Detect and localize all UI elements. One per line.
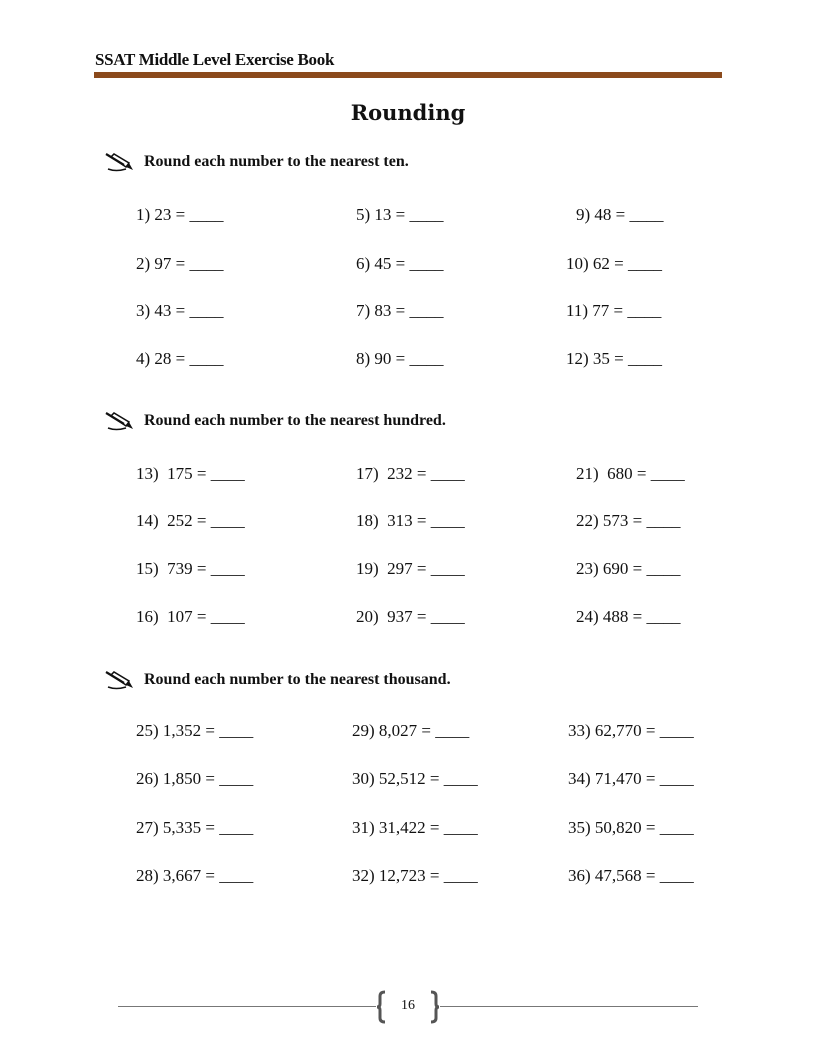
problem-23: 23) 690 = ____ — [576, 559, 681, 578]
pencil-icon — [104, 151, 136, 173]
problem-32: 32) 12,723 = ____ — [352, 866, 478, 885]
problem-27: 27) 5,335 = ____ — [136, 818, 254, 837]
problem-19: 19) 297 = ____ — [356, 559, 465, 578]
problem-15: 15) 739 = ____ — [136, 559, 245, 578]
problem-28: 28) 3,667 = ____ — [136, 866, 254, 885]
problem-9: 9) 48 = ____ — [576, 205, 664, 224]
problem-26: 26) 1,850 = ____ — [136, 769, 254, 788]
problem-25: 25) 1,352 = ____ — [136, 721, 254, 740]
header-title: SSAT Middle Level Exercise Book — [95, 50, 335, 69]
problem-35: 35) 50,820 = ____ — [568, 818, 694, 837]
problem-6: 6) 45 = ____ — [356, 254, 444, 273]
problem-36: 36) 47,568 = ____ — [568, 866, 694, 885]
problem-7: 7) 83 = ____ — [356, 301, 444, 320]
header-rule — [94, 72, 722, 78]
problem-4: 4) 28 = ____ — [136, 349, 224, 368]
page-number: 16 — [401, 998, 415, 1013]
problem-5: 5) 13 = ____ — [356, 205, 444, 224]
problem-12: 12) 35 = ____ — [566, 349, 662, 368]
problem-11: 11) 77 = ____ — [566, 301, 662, 320]
page-title: Rounding — [350, 100, 466, 125]
problem-30: 30) 52,512 = ____ — [352, 769, 478, 788]
problem-10: 10) 62 = ____ — [566, 254, 662, 273]
pencil-icon — [104, 410, 136, 432]
problem-1: 1) 23 = ____ — [136, 205, 224, 224]
footer-rule-right — [440, 1006, 698, 1007]
problem-3: 3) 43 = ____ — [136, 301, 224, 320]
problem-33: 33) 62,770 = ____ — [568, 721, 694, 740]
problem-17: 17) 232 = ____ — [356, 464, 465, 483]
problem-34: 34) 71,470 = ____ — [568, 769, 694, 788]
instruction-nearest-ten — [104, 150, 409, 174]
instruction-nearest-thousand — [104, 668, 451, 692]
footer-rule-left — [118, 1006, 376, 1007]
problem-2: 2) 97 = ____ — [136, 254, 224, 273]
pencil-icon — [104, 669, 136, 691]
instruction-text: Round each number to the nearest hundred. — [144, 412, 446, 429]
problem-20: 20) 937 = ____ — [356, 607, 465, 626]
problem-22: 22) 573 = ____ — [576, 511, 681, 530]
problem-13: 13) 175 = ____ — [136, 464, 245, 483]
problem-24: 24) 488 = ____ — [576, 607, 681, 626]
instruction-nearest-hundred — [104, 409, 446, 433]
instruction-text: Round each number to the nearest thousand. — [144, 671, 451, 688]
problem-18: 18) 313 = ____ — [356, 511, 465, 530]
instruction-text: Round each number to the nearest ten. — [144, 153, 409, 170]
problem-8: 8) 90 = ____ — [356, 349, 444, 368]
problem-21: 21) 680 = ____ — [576, 464, 685, 483]
problem-31: 31) 31,422 = ____ — [352, 818, 478, 837]
problem-14: 14) 252 = ____ — [136, 511, 245, 530]
problem-16: 16) 107 = ____ — [136, 607, 245, 626]
problem-29: 29) 8,027 = ____ — [352, 721, 470, 740]
